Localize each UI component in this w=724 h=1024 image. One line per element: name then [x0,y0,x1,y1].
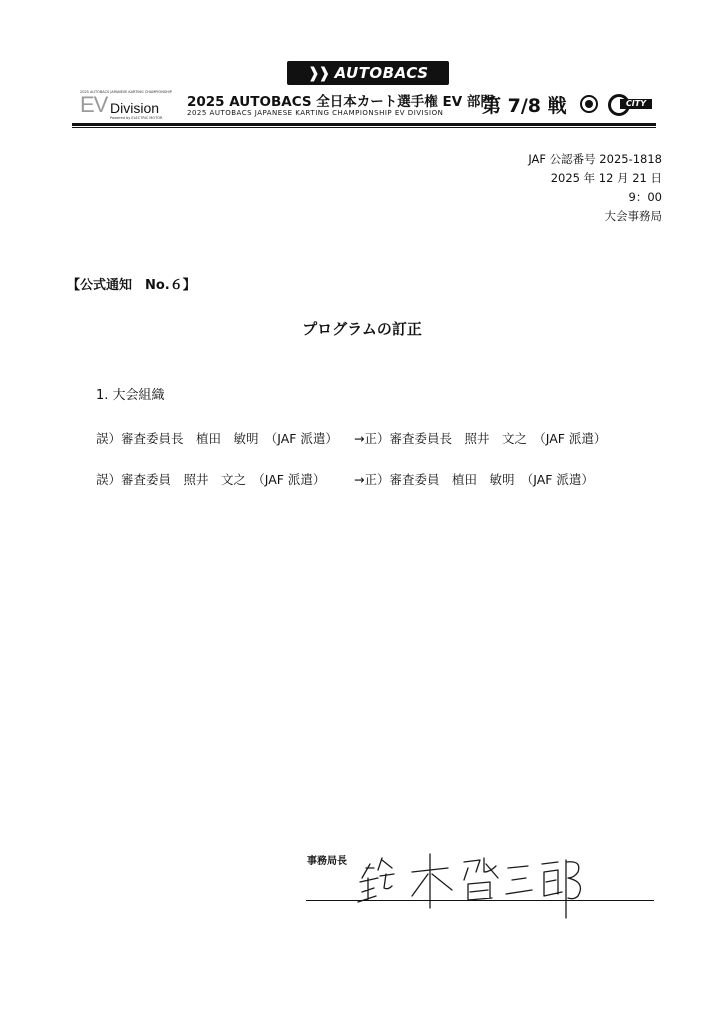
round-label: 第 7/8 戦 [482,95,567,117]
jaf-approval-number: JAF 公認番号 2025-1818 [528,152,662,166]
jaf-emblem-icon [580,95,598,113]
document-meta [528,150,662,226]
correction-row [96,429,606,447]
document-title: プログラムの訂正 [302,320,422,338]
correction-right: →正）審査委員長 照井 文之 （JAF 派遣） [354,431,607,446]
notice-number: 【公式通知 No.６】 [67,278,196,293]
handwritten-signature [352,838,592,920]
event-subtitle: 2025 AUTOBACS JAPANESE KARTING CHAMPIONSHIP EV DIVISION [187,109,444,117]
header-rule-thin [72,127,656,128]
autobacs-logo [287,61,449,85]
ev-logo-caption: 2025 AUTOBACS JAPANESE KARTING CHAMPIONSHIP [80,90,172,94]
brand-text: AUTOBACS [334,64,429,82]
correction-wrong: 誤）審査委員 照井 文之 （JAF 派遣） [96,472,326,487]
correction-row [96,470,594,488]
event-title: 2025 AUTOBACS 全日本カート選手権 EV 部門 [187,94,494,110]
ev-logo-division: Division [110,100,160,116]
issuer: 大会事務局 [604,209,662,223]
ev-logo-ev: EV [80,92,108,117]
correction-right: →正）審査委員 植田 敏明 （JAF 派遣） [354,472,594,487]
correction-wrong: 誤）審査委員長 植田 敏明 （JAF 派遣） [96,431,338,446]
ev-logo-powered: Powered by ELECTRIC MOTOR [110,116,163,120]
signature-label: 事務局長 [307,856,347,867]
issue-date: 2025 年 12 月 21 日 [550,171,662,185]
autobacs-swoosh-icon: ❱❱ [307,64,329,82]
issue-time: 9：00 [628,190,662,204]
event-header [72,88,656,122]
section-heading: 1. 大会組織 [96,388,165,403]
city-circuit-logo [608,94,654,116]
ev-division-logo [80,90,180,120]
city-logo-text: CITY [620,99,652,109]
signature-line [306,900,654,901]
header-rule-thick [72,123,656,126]
